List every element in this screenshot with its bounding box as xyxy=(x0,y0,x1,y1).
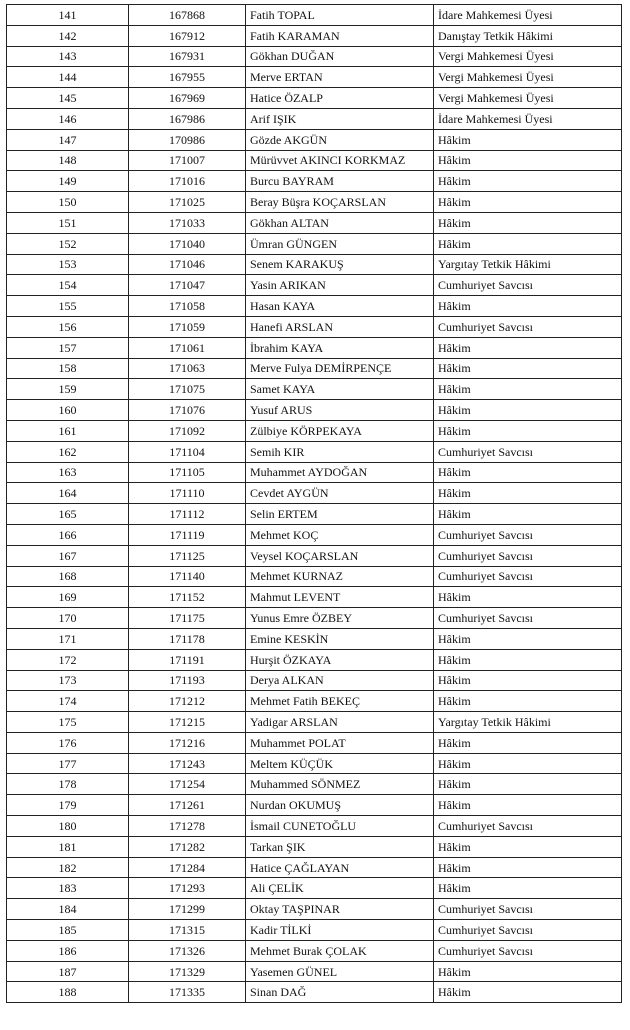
position-title-cell: Danıştay Tetkik Hâkimi xyxy=(434,25,622,46)
registry-number-cell: 171178 xyxy=(129,628,246,649)
registry-number-cell: 171282 xyxy=(129,836,246,857)
full-name-cell: Mehmet KOÇ xyxy=(246,524,434,545)
full-name-cell: Cevdet AYGÜN xyxy=(246,483,434,504)
table-row xyxy=(7,337,622,358)
position-title-cell: Hâkim xyxy=(434,129,622,150)
row-number-cell: 162 xyxy=(7,441,129,462)
position-title-cell: Hâkim xyxy=(434,649,622,670)
row-number-cell: 172 xyxy=(7,649,129,670)
table-row xyxy=(7,899,622,920)
full-name-cell: Yusuf ARUS xyxy=(246,400,434,421)
row-number-cell: 178 xyxy=(7,774,129,795)
full-name-cell: Gökhan DUĞAN xyxy=(246,46,434,67)
full-name-cell: Selin ERTEM xyxy=(246,504,434,525)
table-row xyxy=(7,691,622,712)
position-title-cell: Hâkim xyxy=(434,504,622,525)
registry-number-cell: 171092 xyxy=(129,420,246,441)
row-number-cell: 173 xyxy=(7,670,129,691)
table-row xyxy=(7,857,622,878)
table-row xyxy=(7,5,622,26)
full-name-cell: Gözde AKGÜN xyxy=(246,129,434,150)
table-row xyxy=(7,192,622,213)
row-number-cell: 177 xyxy=(7,753,129,774)
row-number-cell: 156 xyxy=(7,316,129,337)
registry-number-cell: 171335 xyxy=(129,982,246,1003)
full-name-cell: Hatice ÇAĞLAYAN xyxy=(246,857,434,878)
table-row xyxy=(7,878,622,899)
row-number-cell: 175 xyxy=(7,712,129,733)
full-name-cell: Sinan DAĞ xyxy=(246,982,434,1003)
registry-number-cell: 171025 xyxy=(129,192,246,213)
position-title-cell: Yargıtay Tetkik Hâkimi xyxy=(434,712,622,733)
registry-number-cell: 171315 xyxy=(129,920,246,941)
registry-number-cell: 171293 xyxy=(129,878,246,899)
registry-number-cell: 171033 xyxy=(129,212,246,233)
full-name-cell: Oktay TAŞPINAR xyxy=(246,899,434,920)
registry-number-cell: 167969 xyxy=(129,88,246,109)
registry-number-cell: 171326 xyxy=(129,940,246,961)
position-title-cell: Cumhuriyet Savcısı xyxy=(434,566,622,587)
registry-number-cell: 171076 xyxy=(129,400,246,421)
table-row xyxy=(7,836,622,857)
table-row xyxy=(7,275,622,296)
table-row xyxy=(7,545,622,566)
table-row xyxy=(7,67,622,88)
table-row xyxy=(7,25,622,46)
registry-number-cell: 171007 xyxy=(129,150,246,171)
table-row xyxy=(7,400,622,421)
full-name-cell: İsmail CUNETOĞLU xyxy=(246,816,434,837)
position-title-cell: Hâkim xyxy=(434,192,622,213)
row-number-cell: 163 xyxy=(7,462,129,483)
registry-number-cell: 171216 xyxy=(129,732,246,753)
full-name-cell: Veysel KOÇARSLAN xyxy=(246,545,434,566)
registry-number-cell: 171110 xyxy=(129,483,246,504)
row-number-cell: 151 xyxy=(7,212,129,233)
position-title-cell: Vergi Mahkemesi Üyesi xyxy=(434,67,622,88)
table-row xyxy=(7,649,622,670)
position-title-cell: Hâkim xyxy=(434,462,622,483)
registry-number-cell: 171175 xyxy=(129,608,246,629)
table-row xyxy=(7,504,622,525)
full-name-cell: Meltem KÜÇÜK xyxy=(246,753,434,774)
position-title-cell: Hâkim xyxy=(434,732,622,753)
row-number-cell: 174 xyxy=(7,691,129,712)
row-number-cell: 146 xyxy=(7,108,129,129)
registry-number-cell: 171119 xyxy=(129,524,246,545)
registry-number-cell: 167868 xyxy=(129,5,246,26)
registry-number-cell: 167986 xyxy=(129,108,246,129)
table-row xyxy=(7,88,622,109)
position-title-cell: İdare Mahkemesi Üyesi xyxy=(434,5,622,26)
position-title-cell: Hâkim xyxy=(434,150,622,171)
registry-number-cell: 171104 xyxy=(129,441,246,462)
table-row xyxy=(7,46,622,67)
row-number-cell: 164 xyxy=(7,483,129,504)
position-title-cell: Hâkim xyxy=(434,628,622,649)
table-row xyxy=(7,628,622,649)
position-title-cell: Hâkim xyxy=(434,961,622,982)
position-title-cell: Hâkim xyxy=(434,296,622,317)
table-row xyxy=(7,316,622,337)
registry-number-cell: 170986 xyxy=(129,129,246,150)
registry-number-cell: 171058 xyxy=(129,296,246,317)
table-row xyxy=(7,774,622,795)
row-number-cell: 154 xyxy=(7,275,129,296)
row-number-cell: 150 xyxy=(7,192,129,213)
full-name-cell: Mehmet Burak ÇOLAK xyxy=(246,940,434,961)
position-title-cell: Hâkim xyxy=(434,212,622,233)
full-name-cell: Muhammed SÖNMEZ xyxy=(246,774,434,795)
row-number-cell: 188 xyxy=(7,982,129,1003)
full-name-cell: Burcu BAYRAM xyxy=(246,171,434,192)
row-number-cell: 171 xyxy=(7,628,129,649)
row-number-cell: 179 xyxy=(7,795,129,816)
registry-number-cell: 171191 xyxy=(129,649,246,670)
row-number-cell: 187 xyxy=(7,961,129,982)
position-title-cell: Hâkim xyxy=(434,233,622,254)
table-row xyxy=(7,608,622,629)
roster-document xyxy=(6,4,621,1003)
registry-number-cell: 171329 xyxy=(129,961,246,982)
full-name-cell: Samet KAYA xyxy=(246,379,434,400)
registry-number-cell: 171278 xyxy=(129,816,246,837)
position-title-cell: Cumhuriyet Savcısı xyxy=(434,441,622,462)
position-title-cell: Hâkim xyxy=(434,691,622,712)
registry-number-cell: 171016 xyxy=(129,171,246,192)
full-name-cell: Merve Fulya DEMİRPENÇE xyxy=(246,358,434,379)
row-number-cell: 185 xyxy=(7,920,129,941)
table-row xyxy=(7,732,622,753)
table-row xyxy=(7,212,622,233)
registry-number-cell: 171105 xyxy=(129,462,246,483)
table-row xyxy=(7,420,622,441)
full-name-cell: Emine KESKİN xyxy=(246,628,434,649)
position-title-cell: Hâkim xyxy=(434,774,622,795)
position-title-cell: Hâkim xyxy=(434,358,622,379)
table-row xyxy=(7,961,622,982)
row-number-cell: 168 xyxy=(7,566,129,587)
full-name-cell: Ali ÇELİK xyxy=(246,878,434,899)
row-number-cell: 155 xyxy=(7,296,129,317)
row-number-cell: 141 xyxy=(7,5,129,26)
row-number-cell: 144 xyxy=(7,67,129,88)
full-name-cell: Nurdan OKUMUŞ xyxy=(246,795,434,816)
full-name-cell: Yasin ARIKAN xyxy=(246,275,434,296)
table-row xyxy=(7,296,622,317)
full-name-cell: Yadigar ARSLAN xyxy=(246,712,434,733)
row-number-cell: 142 xyxy=(7,25,129,46)
position-title-cell: Hâkim xyxy=(434,982,622,1003)
position-title-cell: Cumhuriyet Savcısı xyxy=(434,899,622,920)
row-number-cell: 149 xyxy=(7,171,129,192)
position-title-cell: Vergi Mahkemesi Üyesi xyxy=(434,46,622,67)
full-name-cell: Zülbiye KÖRPEKAYA xyxy=(246,420,434,441)
table-row xyxy=(7,982,622,1003)
table-row xyxy=(7,233,622,254)
table-row xyxy=(7,129,622,150)
registry-number-cell: 171261 xyxy=(129,795,246,816)
row-number-cell: 148 xyxy=(7,150,129,171)
position-title-cell: Hâkim xyxy=(434,795,622,816)
registry-number-cell: 171215 xyxy=(129,712,246,733)
full-name-cell: Mahmut LEVENT xyxy=(246,587,434,608)
registry-number-cell: 171152 xyxy=(129,587,246,608)
position-title-cell: Hâkim xyxy=(434,878,622,899)
position-title-cell: Hâkim xyxy=(434,836,622,857)
registry-number-cell: 171047 xyxy=(129,275,246,296)
row-number-cell: 152 xyxy=(7,233,129,254)
position-title-cell: Cumhuriyet Savcısı xyxy=(434,316,622,337)
row-number-cell: 169 xyxy=(7,587,129,608)
full-name-cell: Fatih KARAMAN xyxy=(246,25,434,46)
full-name-cell: Mürüvvet AKINCI KORKMAZ xyxy=(246,150,434,171)
row-number-cell: 167 xyxy=(7,545,129,566)
table-row xyxy=(7,753,622,774)
table-row xyxy=(7,940,622,961)
position-title-cell: Cumhuriyet Savcısı xyxy=(434,608,622,629)
registry-number-cell: 171193 xyxy=(129,670,246,691)
full-name-cell: Semih KIR xyxy=(246,441,434,462)
row-number-cell: 157 xyxy=(7,337,129,358)
position-title-cell: Hâkim xyxy=(434,379,622,400)
position-title-cell: Cumhuriyet Savcısı xyxy=(434,940,622,961)
row-number-cell: 158 xyxy=(7,358,129,379)
registry-number-cell: 171063 xyxy=(129,358,246,379)
position-title-cell: Hâkim xyxy=(434,753,622,774)
row-number-cell: 182 xyxy=(7,857,129,878)
position-title-cell: Cumhuriyet Savcısı xyxy=(434,920,622,941)
position-title-cell: Hâkim xyxy=(434,670,622,691)
full-name-cell: Arif IŞIK xyxy=(246,108,434,129)
registry-number-cell: 171125 xyxy=(129,545,246,566)
table-row xyxy=(7,816,622,837)
registry-number-cell: 171040 xyxy=(129,233,246,254)
full-name-cell: Hanefi ARSLAN xyxy=(246,316,434,337)
table-row xyxy=(7,920,622,941)
table-row xyxy=(7,587,622,608)
row-number-cell: 143 xyxy=(7,46,129,67)
row-number-cell: 166 xyxy=(7,524,129,545)
row-number-cell: 176 xyxy=(7,732,129,753)
full-name-cell: Muhammet POLAT xyxy=(246,732,434,753)
table-row xyxy=(7,150,622,171)
full-name-cell: Kadir TİLKİ xyxy=(246,920,434,941)
position-title-cell: Hâkim xyxy=(434,483,622,504)
row-number-cell: 160 xyxy=(7,400,129,421)
table-row xyxy=(7,566,622,587)
registry-number-cell: 167931 xyxy=(129,46,246,67)
full-name-cell: Yunus Emre ÖZBEY xyxy=(246,608,434,629)
table-row xyxy=(7,712,622,733)
registry-number-cell: 171061 xyxy=(129,337,246,358)
registry-number-cell: 171075 xyxy=(129,379,246,400)
table-row xyxy=(7,670,622,691)
row-number-cell: 183 xyxy=(7,878,129,899)
full-name-cell: Fatih TOPAL xyxy=(246,5,434,26)
position-title-cell: Cumhuriyet Savcısı xyxy=(434,816,622,837)
full-name-cell: Beray Büşra KOÇARSLAN xyxy=(246,192,434,213)
position-title-cell: Hâkim xyxy=(434,857,622,878)
row-number-cell: 145 xyxy=(7,88,129,109)
table-row xyxy=(7,524,622,545)
row-number-cell: 147 xyxy=(7,129,129,150)
registry-number-cell: 167912 xyxy=(129,25,246,46)
roster-table xyxy=(6,4,622,1003)
full-name-cell: Merve ERTAN xyxy=(246,67,434,88)
registry-number-cell: 167955 xyxy=(129,67,246,88)
row-number-cell: 170 xyxy=(7,608,129,629)
table-row xyxy=(7,171,622,192)
row-number-cell: 186 xyxy=(7,940,129,961)
position-title-cell: Hâkim xyxy=(434,587,622,608)
row-number-cell: 159 xyxy=(7,379,129,400)
table-row xyxy=(7,441,622,462)
registry-number-cell: 171284 xyxy=(129,857,246,878)
position-title-cell: Cumhuriyet Savcısı xyxy=(434,275,622,296)
full-name-cell: Derya ALKAN xyxy=(246,670,434,691)
full-name-cell: Hurşit ÖZKAYA xyxy=(246,649,434,670)
registry-number-cell: 171140 xyxy=(129,566,246,587)
registry-number-cell: 171299 xyxy=(129,899,246,920)
table-row xyxy=(7,108,622,129)
full-name-cell: Gökhan ALTAN xyxy=(246,212,434,233)
registry-number-cell: 171112 xyxy=(129,504,246,525)
row-number-cell: 180 xyxy=(7,816,129,837)
row-number-cell: 161 xyxy=(7,420,129,441)
position-title-cell: Hâkim xyxy=(434,420,622,441)
full-name-cell: Muhammet AYDOĞAN xyxy=(246,462,434,483)
position-title-cell: Hâkim xyxy=(434,171,622,192)
full-name-cell: Senem KARAKUŞ xyxy=(246,254,434,275)
registry-number-cell: 171254 xyxy=(129,774,246,795)
full-name-cell: Hasan KAYA xyxy=(246,296,434,317)
full-name-cell: Tarkan ŞIK xyxy=(246,836,434,857)
registry-number-cell: 171059 xyxy=(129,316,246,337)
table-row xyxy=(7,379,622,400)
row-number-cell: 184 xyxy=(7,899,129,920)
full-name-cell: Mehmet KURNAZ xyxy=(246,566,434,587)
full-name-cell: Ümran GÜNGEN xyxy=(246,233,434,254)
registry-number-cell: 171243 xyxy=(129,753,246,774)
row-number-cell: 181 xyxy=(7,836,129,857)
roster-table-body xyxy=(7,5,622,1003)
full-name-cell: İbrahim KAYA xyxy=(246,337,434,358)
row-number-cell: 153 xyxy=(7,254,129,275)
position-title-cell: Hâkim xyxy=(434,337,622,358)
full-name-cell: Yasemen GÜNEL xyxy=(246,961,434,982)
registry-number-cell: 171212 xyxy=(129,691,246,712)
table-row xyxy=(7,795,622,816)
table-row xyxy=(7,462,622,483)
table-row xyxy=(7,358,622,379)
position-title-cell: Hâkim xyxy=(434,400,622,421)
position-title-cell: Vergi Mahkemesi Üyesi xyxy=(434,88,622,109)
table-row xyxy=(7,483,622,504)
position-title-cell: Cumhuriyet Savcısı xyxy=(434,524,622,545)
full-name-cell: Mehmet Fatih BEKEÇ xyxy=(246,691,434,712)
row-number-cell: 165 xyxy=(7,504,129,525)
position-title-cell: Cumhuriyet Savcısı xyxy=(434,545,622,566)
position-title-cell: İdare Mahkemesi Üyesi xyxy=(434,108,622,129)
table-row xyxy=(7,254,622,275)
full-name-cell: Hatice ÖZALP xyxy=(246,88,434,109)
position-title-cell: Yargıtay Tetkik Hâkimi xyxy=(434,254,622,275)
registry-number-cell: 171046 xyxy=(129,254,246,275)
